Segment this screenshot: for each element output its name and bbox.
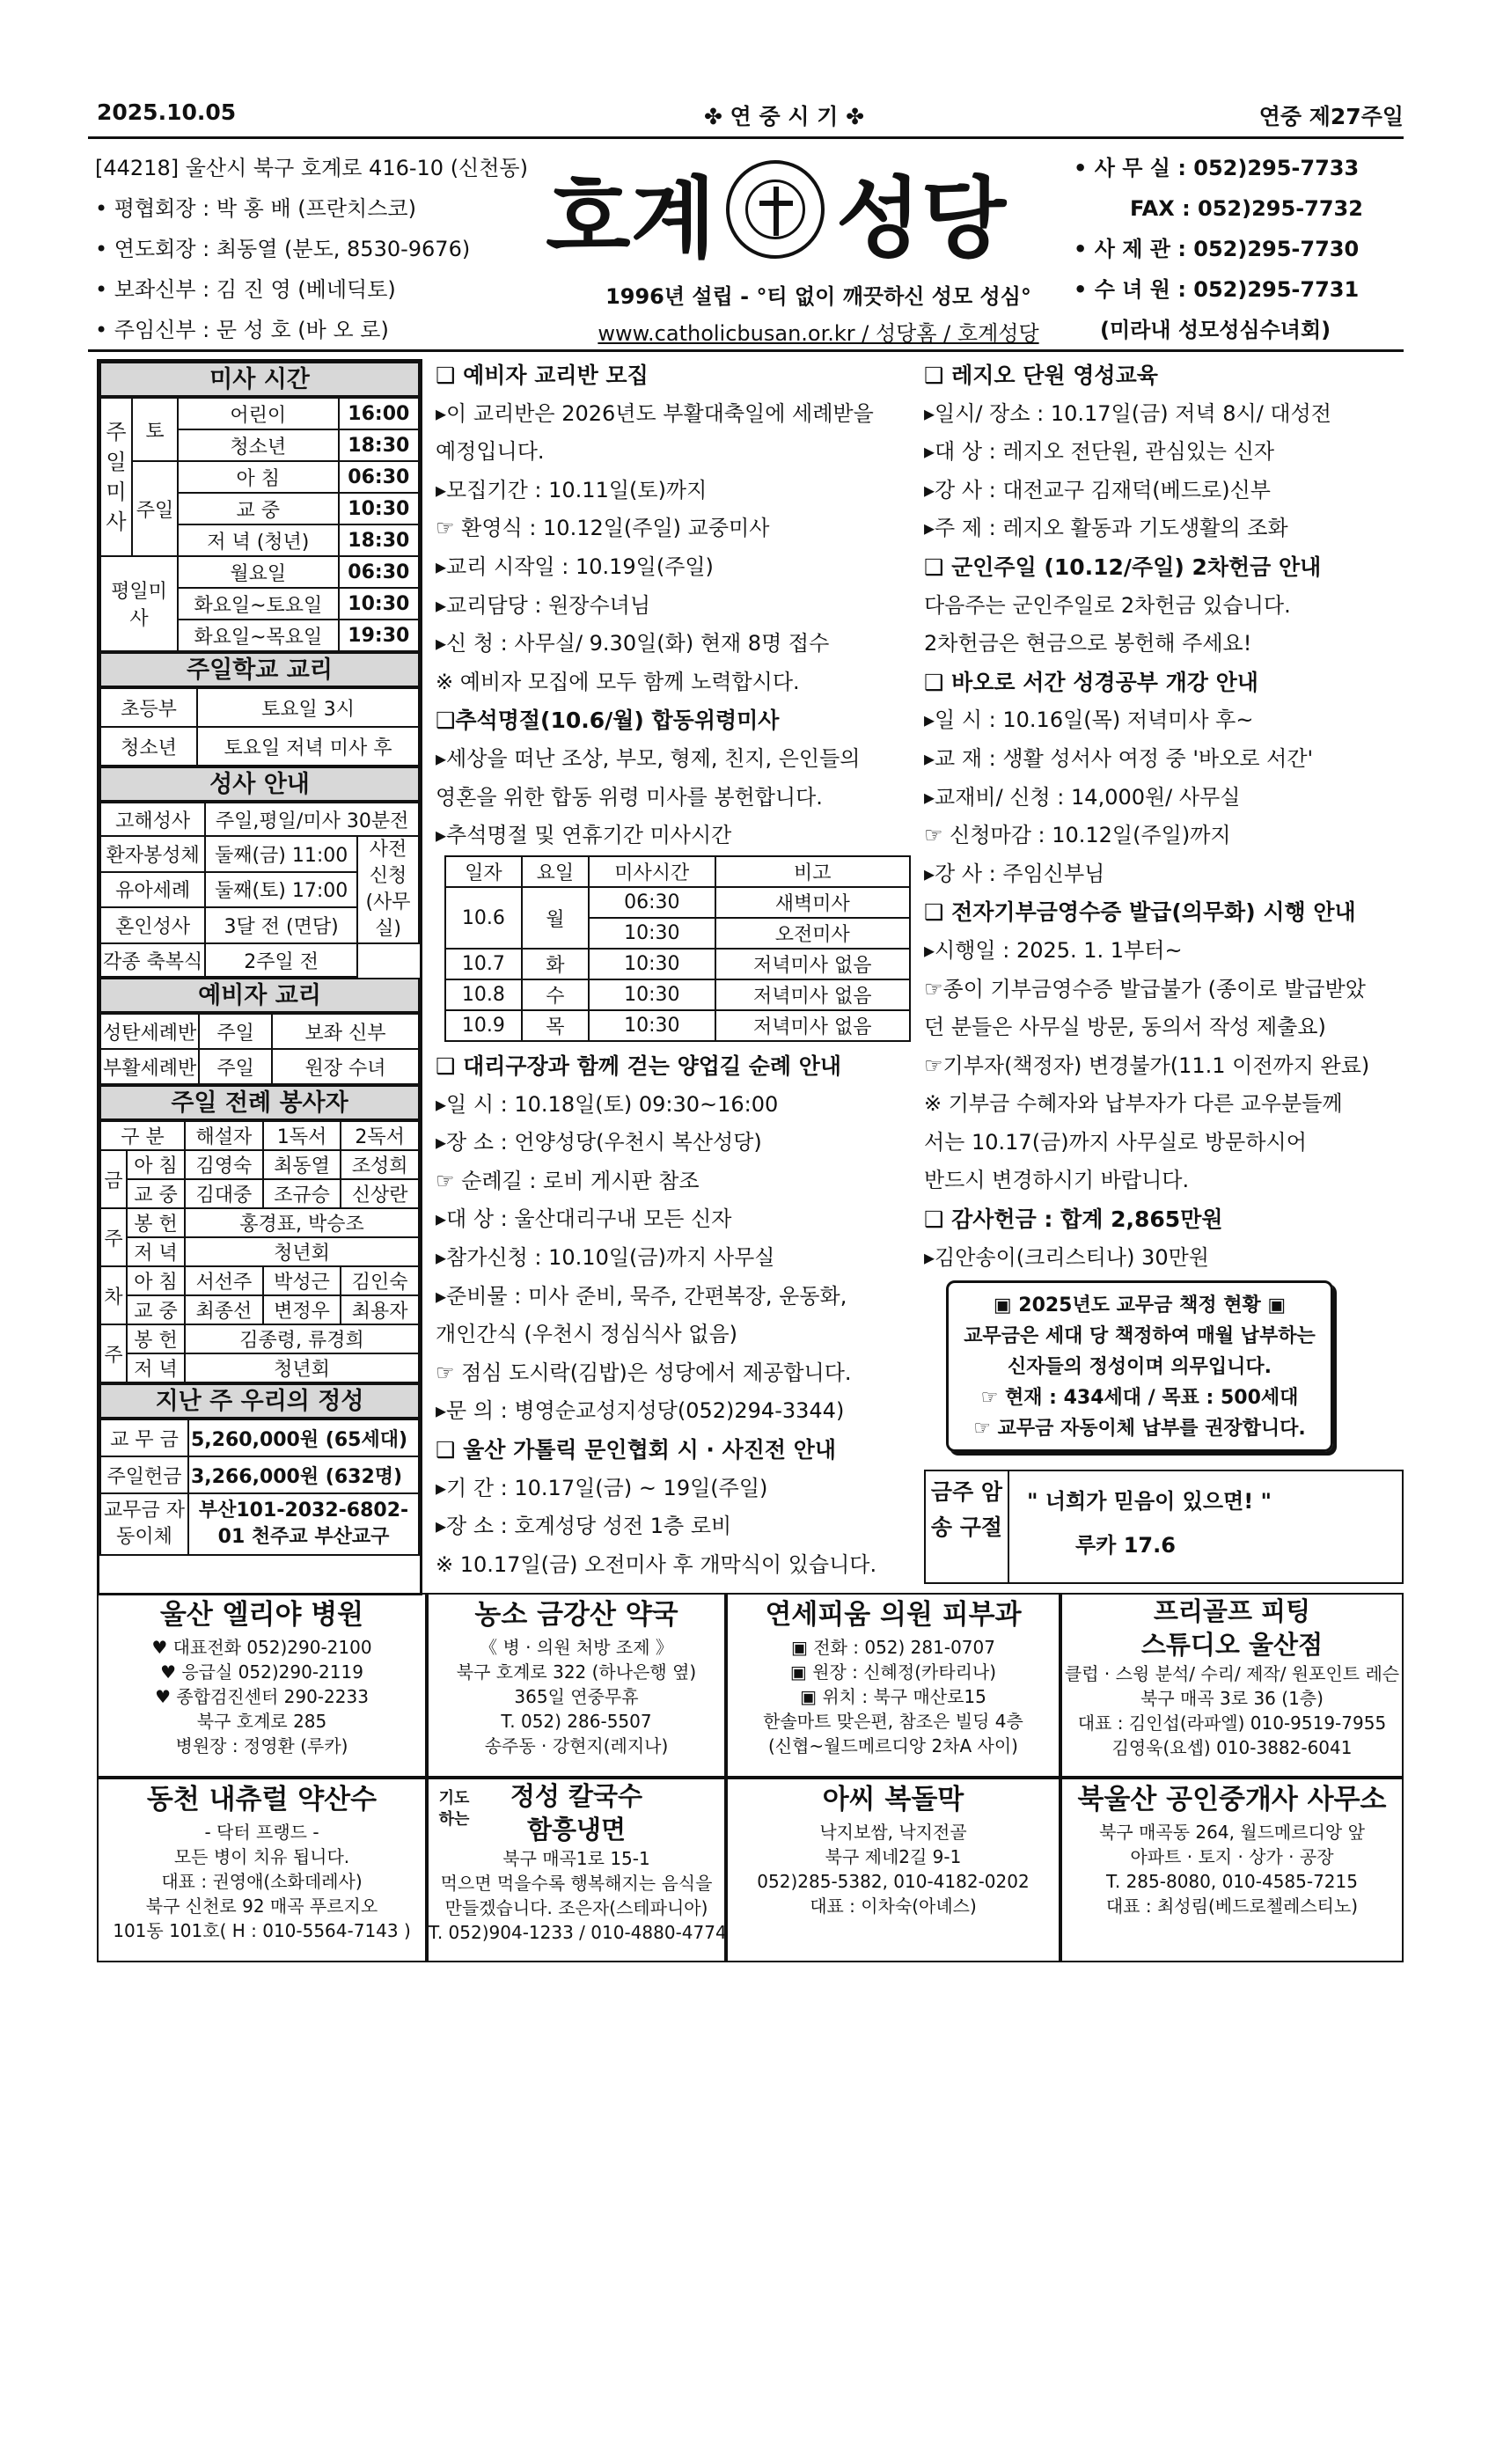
- server: 서선주: [185, 1266, 263, 1295]
- server: 조규승: [263, 1179, 341, 1208]
- parish-name-right: 성당: [836, 166, 1007, 270]
- ad-box: [427, 1593, 726, 1778]
- mass-time: 18:30: [339, 429, 419, 461]
- fee-box-line: 교무금은 세대 당 책정하여 매월 납부하는: [964, 1325, 1316, 1347]
- offering-title: 지난 주 우리의 정성: [99, 1383, 420, 1419]
- mass-name: 아 침: [178, 461, 339, 493]
- holiday-date: 10.7: [445, 949, 522, 979]
- mass-slot: 저 녁: [127, 1237, 185, 1266]
- holiday-note: 저녁미사 없음: [715, 979, 910, 1010]
- server: 청년회: [185, 1353, 419, 1382]
- ad-line: 한솔마트 맞은편, 참조은 빌딩 4층: [763, 1711, 1023, 1732]
- ad-box: [726, 1593, 1060, 1778]
- mass-time: 06:30: [339, 556, 419, 588]
- ad-line: 101동 101호( H : 010-5564-7143 ): [113, 1920, 411, 1941]
- staff-line: • 주임신부 : 문 성 호 (바 오 로): [95, 318, 389, 342]
- ad-box: [1060, 1778, 1404, 1962]
- sun-label: 주일: [132, 461, 178, 556]
- col-head: 일자: [445, 856, 522, 887]
- server: 박성근: [263, 1266, 341, 1295]
- ad-name: 울산 엘리야 병원: [159, 1599, 364, 1631]
- ad-line: 만들겠습니다. 조은자(스테파니아): [444, 1897, 708, 1918]
- offering-kind: 주일헌금: [100, 1456, 188, 1493]
- ad-name: 농소 금강산 약국: [474, 1599, 678, 1631]
- notice-line: ▸모집기간 : 10.11일(토)까지: [436, 477, 708, 502]
- server: 홍경표, 박승조: [185, 1208, 419, 1237]
- mass-slot: 봉 헌: [127, 1324, 185, 1353]
- school-time: 토요일 저녁 미사 후: [197, 727, 419, 766]
- fee-box-line: 신자들의 정성이며 의무입니다.: [1008, 1356, 1272, 1378]
- week-label: 금: [100, 1150, 127, 1208]
- ad-line: 대표 : 이차숙(아녜스): [810, 1896, 977, 1917]
- ad-line: 클럽 · 스윙 분석/ 수리/ 제작/ 원포인트 레슨: [1064, 1663, 1400, 1684]
- ad-line: 모든 병이 치유 됩니다.: [173, 1846, 350, 1867]
- offering-kind: 교 무 금: [100, 1419, 188, 1456]
- holiday-date: 10.9: [445, 1010, 522, 1041]
- ad-line: 북구 호계로 285: [196, 1711, 327, 1732]
- masthead: [88, 136, 1404, 352]
- middle-column: [436, 356, 924, 855]
- col-head: 요일: [522, 856, 589, 887]
- notice-line: ☞종이 기부금영수증 발급불가 (종이로 발급받았: [924, 976, 1366, 1001]
- holiday-time: 06:30: [589, 887, 715, 918]
- mass-name: 저 녁 (청년): [178, 524, 339, 556]
- ad-line: 052)285-5382, 010-4182-0202: [757, 1871, 1030, 1892]
- ad-line: 병원장 : 정영환 (루카): [175, 1735, 348, 1756]
- notice-line: ▸참가신청 : 10.10일(금)까지 사무실: [436, 1244, 775, 1270]
- holiday-note: 오전미사: [715, 918, 910, 949]
- holiday-note: 저녁미사 없음: [715, 1010, 910, 1041]
- notice-heading: ❑ 전자기부금영수증 발급(의무화) 시행 안내: [924, 899, 1356, 926]
- mass-time: 10:30: [339, 588, 419, 620]
- notice-line: ▸일 시 : 10.18일(토) 09:30~16:00: [436, 1091, 779, 1117]
- notice-line: ☞ 환영식 : 10.12일(주일) 교중미사: [436, 516, 770, 541]
- ad-name: 연세피움 의원 피부과: [765, 1599, 1022, 1631]
- notice-line: ▸신 청 : 사무실/ 9.30일(화) 현재 8명 접수: [436, 631, 830, 656]
- notice-heading: ❑ 대리구장과 함께 걷는 양업길 순례 안내: [436, 1053, 842, 1079]
- class-day: 주일: [199, 1049, 272, 1084]
- sacrament-table: [99, 802, 420, 978]
- notice-line: 서는 10.17(금)까지 사무실로 방문하시어: [924, 1129, 1307, 1155]
- holiday-time: 10:30: [589, 949, 715, 979]
- ad-line: 먹으면 먹을수록 행복해지는 음식을: [440, 1873, 713, 1894]
- notice-line: ☞기부자(책정자) 변경불가(11.1 이전까지 완료): [924, 1052, 1370, 1078]
- ad-line: 송주동 · 강현지(레지나): [484, 1735, 669, 1756]
- notice-line: ☞ 점심 도시락(김밥)은 성당에서 제공합니다.: [436, 1360, 852, 1385]
- ad-line: ♥ 응급실 052)290-2119: [160, 1661, 363, 1683]
- ad-line: 북구 매곡동 264, 월드메르디앙 앞: [1099, 1822, 1365, 1843]
- verse-box: [924, 1470, 1404, 1584]
- sacrament-time: 3달 전 (면담): [205, 907, 357, 943]
- holiday-day: 화: [522, 949, 589, 979]
- liturgical-season: ✤ 연 중 시 기 ✤: [704, 104, 865, 129]
- server: 청년회: [185, 1237, 419, 1266]
- sacrament-name: 유아세례: [100, 872, 205, 908]
- masthead-mid: [546, 278, 1091, 352]
- school-group: 청소년: [100, 727, 197, 766]
- notice-line: ▸추석명절 및 연휴기간 미사시간: [436, 823, 732, 848]
- sunday-mass-label: 주일미사: [100, 398, 132, 556]
- sacrament-name: 고해성사: [100, 803, 205, 836]
- school-table: [99, 687, 420, 766]
- ad-name: 아씨 복돌막: [822, 1784, 964, 1815]
- holiday-note: 저녁미사 없음: [715, 949, 910, 979]
- sacrament-time: 둘째(금) 11:00: [205, 836, 357, 872]
- mass-name: 교 중: [178, 493, 339, 524]
- holiday-time: 10:30: [589, 1010, 715, 1041]
- mass-time: 18:30: [339, 524, 419, 556]
- notice-line: ▸교리담당 : 원장수녀님: [436, 592, 651, 618]
- bank-account: 부산101-2032-6802-01 천주교 부산교구: [188, 1493, 419, 1555]
- week-label: 주: [100, 1208, 127, 1266]
- notice-line: ▸일 시 : 10.16일(목) 저녁미사 후~: [924, 708, 1254, 733]
- col-head: 해설자: [185, 1121, 263, 1150]
- notice-line: ▸이 교리반은 2026년도 부활대축일에 세례받을: [436, 400, 874, 426]
- notice-line: 개인간식 (우천시 정심식사 없음): [436, 1322, 738, 1347]
- server: 김영숙: [185, 1150, 263, 1179]
- ad-line: ▣ 원장 : 신혜정(카타리나): [789, 1661, 997, 1683]
- ad-name: 동천 내츄럴 약산수: [146, 1784, 378, 1815]
- sacrament-time: 2주일 전: [205, 943, 357, 977]
- fee-box-line: ☞ 교무금 자동이체 납부를 권장합니다.: [973, 1418, 1306, 1440]
- sacrament-time: 주일,평일/미사 30분전: [205, 803, 419, 836]
- notice-line: ▸교 재 : 생활 성서사 여정 중 '바오로 서간': [924, 745, 1314, 771]
- address: [44218] 울산시 북구 호계로 416-10 (신천동): [95, 156, 528, 180]
- notice-line: 예정입니다.: [436, 439, 545, 465]
- notice-line: 다음주는 군인주일로 2차헌금 있습니다.: [924, 592, 1291, 618]
- school-time: 토요일 3시: [197, 688, 419, 727]
- offering-amount: 5,260,000원 (65세대): [188, 1419, 419, 1456]
- servers-table: [99, 1120, 420, 1383]
- ad-line: 대표 : 최성림(베드로첼레스티노): [1105, 1896, 1359, 1917]
- left-column: [97, 359, 422, 1595]
- notice-line: ▸장 소 : 호계성당 성전 1층 로비: [436, 1514, 732, 1539]
- sacrament-name: 혼인성사: [100, 907, 205, 943]
- ad-line: 북구 호계로 322 (하나은행 옆): [456, 1661, 697, 1683]
- holiday-mass-table: [444, 855, 911, 1042]
- verse-ref: 루카 17.6: [1075, 1533, 1176, 1558]
- server: 최종선: [185, 1295, 263, 1324]
- weekday-mass-label: 평일미사: [100, 556, 178, 651]
- fee-box-title: ▣ 2025년도 교무금 책정 현황 ▣: [993, 1294, 1287, 1316]
- server: 조성희: [341, 1150, 419, 1179]
- contact-office: • 사 무 실 : 052)295-7733: [1074, 156, 1360, 180]
- mass-slot: 교 중: [127, 1295, 185, 1324]
- notice-line: ※ 10.17일(금) 오전미사 후 개막식이 있습니다.: [436, 1551, 877, 1577]
- class-teacher: 원장 수녀: [272, 1049, 419, 1084]
- ad-line: - 닥터 프랭드 -: [204, 1822, 319, 1843]
- ad-name-2: 스튜디오 울산점: [1140, 1630, 1324, 1660]
- staff-line: • 연도회장 : 최동열 (분도, 8530-9676): [95, 237, 471, 261]
- ad-name: 프리골프 피팅: [1153, 1596, 1311, 1626]
- notice-line: ▸문 의 : 병영순교성지성당(052)294-3344): [436, 1398, 845, 1424]
- col-head: 미사시간: [589, 856, 715, 887]
- right-column: [924, 356, 1404, 1277]
- ad-line: 낙지보쌈, 낙지전골: [819, 1822, 967, 1843]
- ad-line: 대표 : 권영애(소화데레사): [161, 1871, 363, 1892]
- contact-convent: • 수 녀 원 : 052)295-7731: [1074, 277, 1360, 302]
- notice-line: ▸대 상 : 울산대리구내 모든 신자: [436, 1206, 732, 1232]
- notice-line: ▸김안송이(크리스티나) 30만원: [924, 1244, 1209, 1270]
- sat-label: 토: [132, 398, 178, 461]
- notice-heading: ❑ 군인주일 (10.12/주일) 2차헌금 안내: [924, 554, 1322, 580]
- mass-name: 화요일~토요일: [178, 588, 339, 620]
- issue-date: 2025.10.05: [97, 99, 237, 125]
- server: 김종령, 류경희: [185, 1324, 419, 1353]
- notice-line: ▸기 간 : 10.17일(금) ~ 19일(주일): [436, 1475, 768, 1500]
- ad-line: T. 052)904-1233 / 010-4880-4774: [429, 1922, 727, 1943]
- holiday-time: 10:30: [589, 979, 715, 1010]
- mass-time: 06:30: [339, 461, 419, 493]
- offering-kind: 교무금 자동이체: [100, 1493, 188, 1555]
- ad-tag: 기도하는: [438, 1789, 470, 1829]
- notice-line: ▸일시/ 장소 : 10.17일(금) 저녁 8시/ 대성전: [924, 400, 1331, 426]
- notice-line: ▸대 상 : 레지오 전단원, 관심있는 신자: [924, 439, 1275, 465]
- week-label: 주: [100, 1324, 127, 1382]
- catechumen-title: 예비자 교리: [99, 978, 420, 1013]
- server: 김인숙: [341, 1266, 419, 1295]
- holiday-day: 월: [522, 887, 589, 949]
- fee-status-box: [946, 1280, 1333, 1452]
- notice-heading: ❑ 울산 가톨릭 문인협회 시 · 사진전 안내: [436, 1436, 837, 1463]
- parish-logo: [546, 148, 1091, 271]
- notice-heading: ❑ 예비자 교리반 모집: [436, 363, 649, 388]
- ad-line: ▣ 위치 : 북구 매산로15: [800, 1686, 986, 1707]
- ad-line: (신협~월드메르디앙 2차A 사이): [767, 1735, 1018, 1756]
- holiday-date: 10.8: [445, 979, 522, 1010]
- school-title: 주일학교 교리: [99, 652, 420, 687]
- ad-line: 대표 : 김인섭(라파엘) 010-9519-7955: [1077, 1712, 1387, 1734]
- mass-slot: 교 중: [127, 1179, 185, 1208]
- notice-heading: ❑ 레지오 단원 영성교육: [924, 363, 1158, 388]
- website-link[interactable]: www.catholicbusan.or.kr / 성당홈 / 호계성당: [598, 321, 1039, 346]
- notice-line: 던 분들은 사무실 방문, 동의서 작성 제출요): [924, 1015, 1326, 1040]
- notice-line: ☞ 순례길 : 로비 게시판 참조: [436, 1168, 700, 1193]
- notice-line: ※ 기부금 수혜자와 납부자가 다른 교우분들께: [924, 1091, 1343, 1117]
- ad-line: 365일 연중무휴: [514, 1686, 639, 1707]
- masthead-contacts: [1074, 148, 1399, 350]
- verse-label: 금주 암송 구절: [926, 1471, 1009, 1582]
- server: 변정우: [263, 1295, 341, 1324]
- notice-line: ▸교리 시작일 : 10.19일(주일): [436, 554, 714, 579]
- notice-line: ▸강 사 : 주임신부님: [924, 861, 1105, 886]
- ad-box: [1060, 1593, 1404, 1778]
- ad-line: ▣ 전화 : 052) 281-0707: [791, 1637, 995, 1658]
- sacrament-name: 각종 축복식: [100, 943, 205, 977]
- week-label: 차: [100, 1266, 127, 1324]
- ad-name-2: 함흥냉면: [526, 1815, 627, 1844]
- contact-rectory: • 사 제 관 : 052)295-7730: [1074, 237, 1360, 261]
- sacrament-title: 성사 안내: [99, 766, 420, 802]
- class-name: 부활세례반: [100, 1049, 199, 1084]
- ad-line: 북구 신천로 92 매곡 푸르지오: [145, 1896, 378, 1917]
- holiday-day: 목: [522, 1010, 589, 1041]
- ad-line: 북구 매곡1로 15-1: [502, 1848, 650, 1869]
- ad-box: [427, 1778, 726, 1962]
- notice-heading: ❑추석명절(10.6/월) 합동위령미사: [436, 708, 780, 734]
- mass-table: [99, 397, 420, 652]
- mass-slot: 아 침: [127, 1266, 185, 1295]
- fee-box-line: ☞ 현재 : 434세대 / 목표 : 500세대: [980, 1387, 1299, 1409]
- staff-line: • 보좌신부 : 김 진 영 (베네딕토): [95, 277, 396, 302]
- mass-name: 어린이: [178, 398, 339, 429]
- staff-line: • 평협회장 : 박 홍 배 (프란치스코): [95, 196, 416, 221]
- col-head: 구 분: [100, 1121, 185, 1150]
- ad-line: 김영욱(요셉) 010-3882-6041: [1111, 1737, 1353, 1758]
- mass-slot: 아 침: [127, 1150, 185, 1179]
- contact-fax: FAX : 052)295-7732: [1130, 196, 1363, 221]
- middle-column-lower: [436, 1047, 924, 1584]
- holiday-note: 새벽미사: [715, 887, 910, 918]
- class-teacher: 보좌 신부: [272, 1014, 419, 1049]
- mass-title: 미사 시간: [99, 362, 420, 397]
- notice-line: ▸강 사 : 대전교구 김재덕(베드로)신부: [924, 477, 1271, 502]
- liturgical-week: 연중 제27주일: [1258, 104, 1404, 129]
- sacrament-time: 둘째(토) 17:00: [205, 872, 357, 908]
- col-head: 2독서: [341, 1121, 419, 1150]
- class-day: 주일: [199, 1014, 272, 1049]
- ad-name: 정성 칼국수: [510, 1781, 643, 1811]
- notice-line: ▸교재비/ 신청 : 14,000원/ 사무실: [924, 784, 1241, 810]
- mass-time: 19:30: [339, 620, 419, 651]
- convent-name: (미라내 성모성심수녀회): [1100, 318, 1331, 342]
- col-head: 1독서: [263, 1121, 341, 1150]
- ad-line: T. 285-8080, 010-4585-7215: [1106, 1871, 1358, 1892]
- mass-name: 화요일~목요일: [178, 620, 339, 651]
- ad-box: [726, 1778, 1060, 1962]
- ad-name: 북울산 공인중개사 사무소: [1077, 1784, 1387, 1815]
- holiday-day: 수: [522, 979, 589, 1010]
- mass-name: 월요일: [178, 556, 339, 588]
- ad-line: 아파트 · 토지 · 상가 · 공장: [1130, 1846, 1334, 1867]
- notice-line: ▸준비물 : 미사 준비, 묵주, 간편복장, 운동화,: [436, 1283, 847, 1309]
- notice-heading: ❑ 감사헌금 : 합계 2,865만원: [924, 1206, 1223, 1233]
- ad-line: 《 병 · 의원 처방 조제 》: [480, 1637, 673, 1658]
- masthead-left: [95, 148, 553, 350]
- mass-slot: 봉 헌: [127, 1208, 185, 1237]
- notice-line: 2차헌금은 현금으로 봉헌해 주세요!: [924, 631, 1252, 656]
- mass-time: 16:00: [339, 398, 419, 429]
- holiday-date: 10.6: [445, 887, 522, 949]
- servers-title: 주일 전례 봉사자: [99, 1085, 420, 1120]
- notice-line: ▸장 소 : 언양성당(우천시 복산성당): [436, 1130, 762, 1155]
- mass-time: 10:30: [339, 493, 419, 524]
- mass-name: 청소년: [178, 429, 339, 461]
- mass-slot: 저 녁: [127, 1353, 185, 1382]
- notice-line: ▸세상을 떠난 조상, 부모, 형제, 친지, 은인들의: [436, 745, 861, 771]
- notice-line: ▸시행일 : 2025. 1. 1부터~: [924, 937, 1183, 963]
- parish-name-left: 호계: [546, 166, 716, 270]
- server: 최용자: [341, 1295, 419, 1324]
- notice-line: ☞ 신청마감 : 10.12일(주일)까지: [924, 823, 1231, 848]
- seal-icon: [726, 160, 825, 259]
- ad-line: T. 052) 286-5507: [501, 1711, 652, 1732]
- offering-table: [99, 1419, 420, 1556]
- sacrament-note: 사전 신청 (사무실): [357, 836, 419, 943]
- server: 김대중: [185, 1179, 263, 1208]
- verse-text: " 너희가 믿음이 있으면! ": [1027, 1489, 1272, 1514]
- notice-line: 영혼을 위한 합동 위령 미사를 봉헌합니다.: [436, 784, 823, 810]
- offering-amount: 3,266,000원 (632명): [188, 1456, 419, 1493]
- notice-heading: ❑ 바오로 서간 성경공부 개강 안내: [924, 669, 1258, 695]
- col-head: 비고: [715, 856, 910, 887]
- ad-line: ♥ 종합검진센터 290-2233: [155, 1686, 369, 1707]
- catechumen-table: [99, 1013, 420, 1085]
- class-name: 성탄세례반: [100, 1014, 199, 1049]
- top-bar: [97, 92, 1404, 136]
- server: 최동열: [263, 1150, 341, 1179]
- school-group: 초등부: [100, 688, 197, 727]
- ad-line: ♥ 대표전화 052)290-2100: [151, 1637, 372, 1658]
- notice-line: 반드시 변경하시기 바랍니다.: [924, 1168, 1190, 1193]
- notice-line: ※ 예비자 모집에 모두 함께 노력합시다.: [436, 669, 800, 694]
- ad-box: [97, 1593, 427, 1778]
- ad-box: [97, 1778, 427, 1962]
- ad-line: 북구 매곡 3로 36 (1층): [1140, 1688, 1324, 1709]
- holiday-time: 10:30: [589, 918, 715, 949]
- ad-line: 북구 제네2길 9-1: [825, 1846, 962, 1867]
- sacrament-name: 환자봉성체: [100, 836, 205, 872]
- server: 신상란: [341, 1179, 419, 1208]
- notice-line: ▸주 제 : 레지오 활동과 기도생활의 조화: [924, 516, 1288, 541]
- founded-line: 1996년 설립 - °티 없이 깨끗하신 성모 성심°: [605, 284, 1031, 309]
